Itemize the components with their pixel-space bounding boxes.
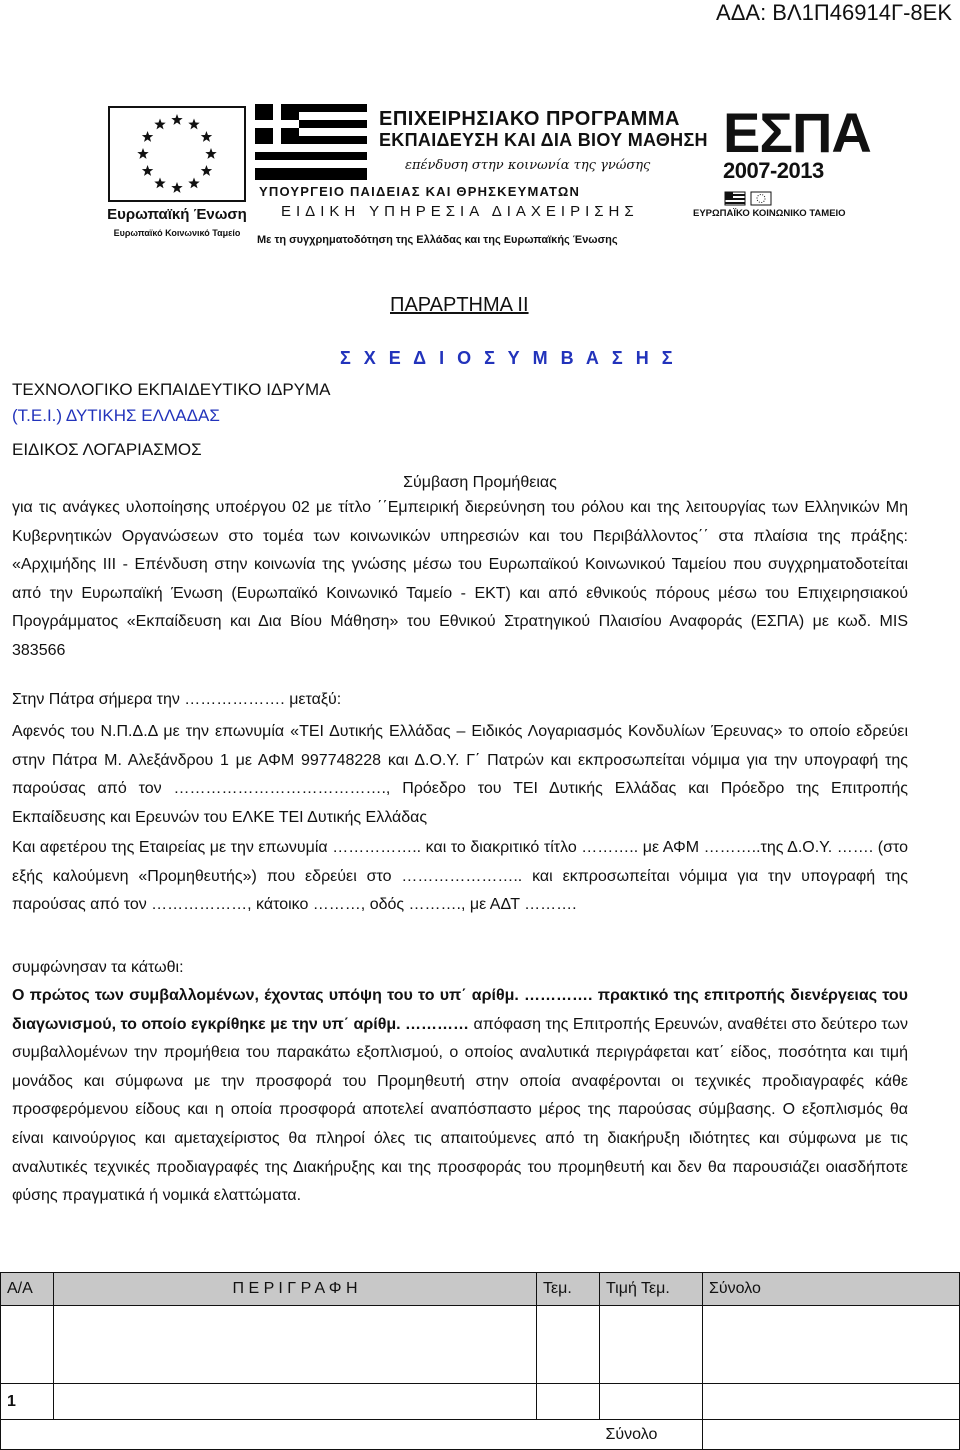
table-cell <box>537 1306 600 1384</box>
managing-service: ΕΙΔΙΚΗ ΥΠΗΡΕΣΙΑ ΔΙΑΧΕΙΡΙΣΗΣ <box>281 203 639 220</box>
main-paragraph <box>12 982 908 1211</box>
op-title-line1: ΕΠΙΧΕΙΡΗΣΙΑΚΟ ΠΡΟΓΡΑΜΜΑ <box>379 108 680 130</box>
agreed-line: συμφώνησαν τα κάτωθι: <box>12 959 184 976</box>
total-spacer <box>537 1420 600 1450</box>
col-header-unit-price: Τιμή Τεμ. <box>600 1273 703 1306</box>
institution-name: ΤΕΧΝΟΛΟΓΙΚΟ ΕΚΠΑΙΔΕΥΤΙΚΟ ΙΔΡΥΜΑ <box>12 380 331 399</box>
total-spacer <box>54 1420 537 1450</box>
col-header-aa: Α/Α <box>1 1273 54 1306</box>
op-slogan: επένδυση στην κοινωνία της γνώσης <box>405 158 651 173</box>
table-header-row <box>1 1273 960 1306</box>
table-cell <box>54 1306 537 1384</box>
supply-contract-heading: Σύμβαση Προμήθειας <box>403 474 557 491</box>
date-line: Στην Πάτρα σήμερα την ………………. μεταξύ: <box>12 691 342 708</box>
eu-flag-icon <box>108 106 246 202</box>
eu-name: Ευρωπαϊκή Ένωση <box>107 206 247 223</box>
table-cell <box>600 1306 703 1384</box>
table-cell <box>537 1384 600 1420</box>
espa-fund-name: ΕΥΡΩΠΑΪΚΟ ΚΟΙΝΩΝΙΚΟ ΤΑΜΕΙΟ <box>693 208 846 219</box>
flags-icon <box>723 190 843 206</box>
espa-years: 2007-2013 <box>723 158 824 183</box>
main-paragraph-bold: Ο πρώτος των συμβαλλομένων, έχοντας υπόψη του το υπ΄ αρίθμ. …………. πρακτικό της επιτροπής διενέργειας του διαγωνισμού, το οποίο εγκρίθηκε με την υπ΄ αρίθμ. ………… <box>12 987 908 1033</box>
table-cell: 1 <box>1 1384 54 1420</box>
table-cell <box>54 1384 537 1420</box>
table-cell <box>1 1306 54 1384</box>
total-label: Σύνολο <box>600 1420 703 1450</box>
operational-programme-logo <box>255 100 708 250</box>
intro-paragraph: για τις ανάγκες υλοποίησης υποέργου 02 με τίτλο ΄΄Εμπειρική διερεύνηση του ρόλου και της λειτουργίας των Ελληνικών Μη Κυβερνητικών Οργανώσεων στο τομέα των κοινωνικών υπηρεσιών και του Περιβάλλοντος΄΄ στα πλαίσια της πράξης: «Αρχιμήδης ΙΙΙ - Επένδυση στην κοινωνία της γνώσης μέσω του Ευρωπαϊκού Κοινωνικού Ταμείου που συγχρηματοδοτείται από την Ευρωπαϊκή Ένωση (Ευρωπαϊκό Κοινωνικό Ταμείο - ΕΚΤ) και από εθνικούς πόρους μέσω του Επιχειρησιακού Προγράμματος «Εκπαίδευση και Δια Βίου Μάθηση» του Εθνικού Στρατηγικού Πλαισίου Αναφοράς (ΕΣΠΑ) με κωδ. MIS 383566 <box>12 499 908 659</box>
col-header-description: Π Ε Ρ Ι Γ Ρ Α Φ Η <box>54 1273 537 1306</box>
op-title-line2: ΕΚΠΑΙΔΕΥΣΗ ΚΑΙ ΔΙΑ ΒΙΟΥ ΜΑΘΗΣΗ <box>379 130 708 150</box>
col-header-total: Σύνολο <box>703 1273 960 1306</box>
total-spacer <box>1 1420 54 1450</box>
institution-region: (Τ.Ε.Ι.) ΔΥΤΙΚΗΣ ΕΛΛΑΔΑΣ <box>12 406 220 425</box>
table-row <box>1 1384 960 1420</box>
party-a-paragraph: Αφενός του Ν.Π.Δ.Δ με την επωνυμία «ΤΕΙ Δυτικής Ελλάδας – Ειδικός Λογαριασμός Κονδυλίων Έρευνας» το οποίο εδρεύει στην Πάτρα Μ. Αλεξάνδρου 1 με ΑΦΜ 997748228 και Δ.Ο.Υ. Γ΄ Πατρών και εκπροσωπείται νόμιμα για την υπογραφή της παρούσας από τον …………………………………., Πρόεδρο του ΤΕΙ Δυτικής Ελλάδας και Πρόεδρο της Επιτροπής Εκπαίδευσης και Ερευνών του ΕΛΚΕ ΤΕΙ Δυτικής Ελλάδας <box>12 723 908 826</box>
espa-wordmark: ΕΣΠΑ <box>723 101 871 164</box>
total-row <box>1 1420 960 1450</box>
table-cell <box>600 1384 703 1420</box>
ministry-name: ΥΠΟΥΡΓΕΙΟ ΠΑΙΔΕΙΑΣ ΚΑΙ ΘΡΗΣΚΕΥΜΑΤΩΝ <box>259 184 581 199</box>
eu-logo <box>104 106 250 242</box>
annex-title: ΠΑΡΑΡΤΗΜΑ ΙΙ <box>390 294 529 316</box>
contract-draft-title: Σ Χ Ε Δ Ι Ο Σ Υ Μ Β Α Σ Η Σ <box>340 348 677 368</box>
eu-fund-name: Ευρωπαϊκό Κοινωνικό Ταμείο <box>113 228 241 238</box>
items-table <box>0 1272 960 1450</box>
main-paragraph-rest: απόφαση της Επιτροπής Ερευνών, αναθέτει στο δεύτερο των συμβαλλομένων την προμήθεια του παρακάτω εξοπλισμού, ο οποίος αναλυτικά περιγράφεται κατ΄ είδος, ποσότητα και τιμή μονάδος και σύμφωνα με την προσφορά του Προμηθευτή στην οποία αναφέρονται οι τεχνικές προδιαγραφές κάθε προσφερόμενου είδους και η οποία προσφορά αποτελεί αναπόσπαστο μέρος της παρούσας σύμβασης. Ο εξοπλισμός θα είναι καινούργιος και αμεταχείριστος θα πληροί όλες τις απαιτούμενες από τη διακήρυξη ιδιότητες και σύμφωνα με τις αναλυτικές τεχνικές προδιαγραφές της Διακήρυξης και της προσφοράς του προμηθευτή και δεν θα παρουσιάζει οιασδήποτε φύσης πραγματικά ή νομικά ελαττώματα. <box>12 1015 908 1205</box>
table-cell <box>703 1306 960 1384</box>
cofunding-note: Με τη συγχρηματοδότηση της Ελλάδας και της Ευρωπαϊκής Ένωσης <box>257 234 618 246</box>
table-cell <box>703 1384 960 1420</box>
col-header-units: Τεμ. <box>537 1273 600 1306</box>
ada-code: ΑΔΑ: ΒΛ1Π46914Γ-8ΕΚ <box>716 0 952 25</box>
total-value <box>703 1420 960 1450</box>
party-b-paragraph: Και αφετέρου της Εταιρείας με την επωνυμία …………….. και το διακριτικό τίτλο ……….. με ΑΦΜ ………..της Δ.Ο.Υ. ……. (στο εξής καλούμενη «Προμηθευτής») που εδρεύει στο ………………….. και εκπροσωπείται νόμιμα για την υπογραφή της παρούσας από τον ………………, κάτοικο ………, οδός ………., με ΑΔΤ ………. <box>12 839 908 914</box>
greek-flag-icon <box>255 104 367 180</box>
espa-logo <box>693 101 871 230</box>
table-row <box>1 1306 960 1384</box>
special-account: ΕΙΔΙΚΟΣ ΛΟΓΑΡΙΑΣΜΟΣ <box>12 440 202 459</box>
